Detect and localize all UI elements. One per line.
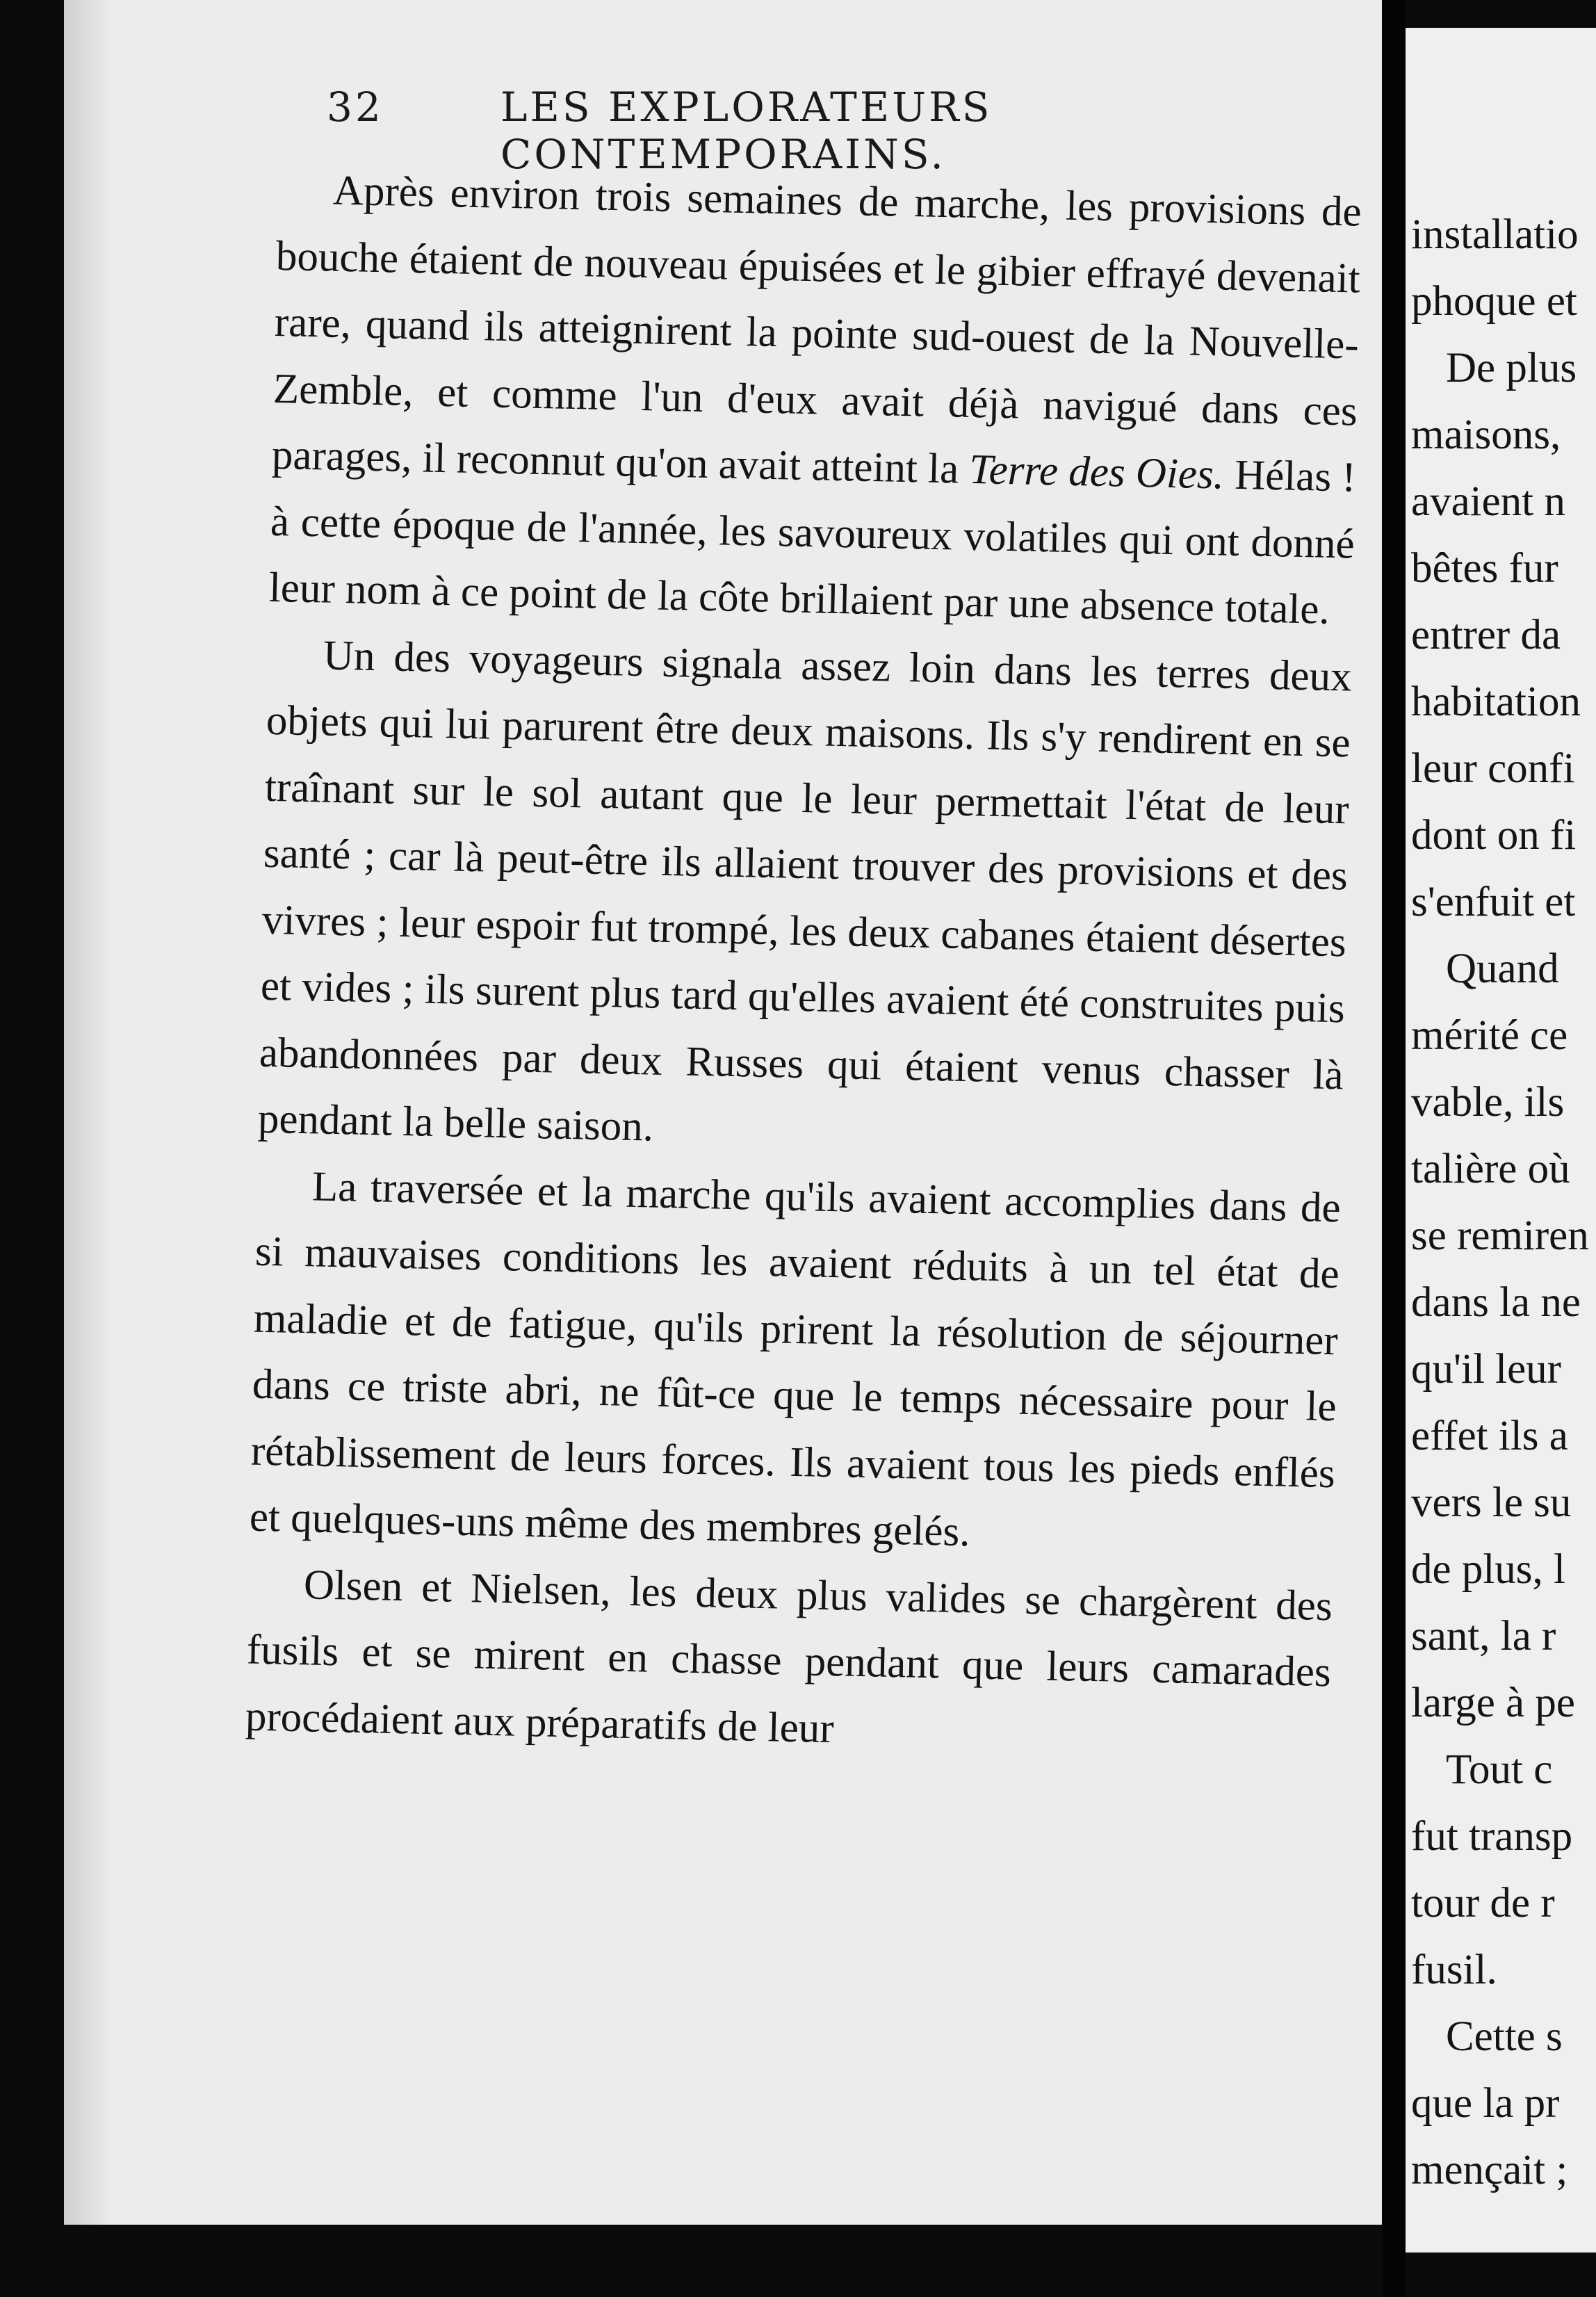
paragraph-1-text-end: Hélas ! à cette époque de l'année, les savoureux volatiles qui ont donné leur nom à ce point de la côte brillaient par une absence totale.: [268, 451, 1357, 633]
right-line: vers le su: [1411, 1479, 1572, 1526]
right-line: Tout c: [1446, 1746, 1553, 1793]
right-line: Cette s: [1446, 2013, 1563, 2060]
left-page-body: [245, 156, 1362, 1772]
left-page-edge: [64, 0, 113, 2225]
right-line: fusil.: [1411, 1947, 1497, 1993]
paragraph-1: [268, 156, 1362, 644]
right-line: fut transp: [1411, 1813, 1573, 1860]
paragraph-3: La traversée et la marche qu'ils avaient accomplies dans de si mauvaises conditions les avaient réduits à un tel état de maladie et de fatigue, qu'ils prirent la résolution de séjourner dans ce triste abri, ne fût-ce que le temps nécessaire pour le rétablissement de leurs forces. Ils avaient tous les pieds enflés et quelques-uns même des membres gelés.: [249, 1162, 1342, 1556]
right-line: se remiren: [1411, 1212, 1589, 1259]
right-line: mençait ;: [1411, 2147, 1568, 2193]
page-number: 32: [327, 83, 384, 131]
right-page-body: [1411, 202, 1596, 2204]
right-line: s'enfuit et: [1411, 879, 1576, 925]
right-line: avaient n: [1411, 478, 1565, 525]
right-line: que la pr: [1411, 2080, 1560, 2127]
right-line: phoque et: [1411, 278, 1577, 325]
right-line: talière où: [1411, 1146, 1570, 1192]
right-line: entrer da: [1411, 612, 1561, 658]
paragraph-4: Olsen et Nielsen, les deux plus valides se chargèrent des fusils et se mirent en chasse pendant que leurs camarades procédaient aux préparatifs de leur: [245, 1561, 1333, 1752]
right-line: sant, la r: [1411, 1613, 1556, 1659]
place-name-italic: Terre des Oies.: [968, 446, 1225, 498]
right-line: vable, ils: [1411, 1079, 1565, 1126]
right-line: dont on fi: [1411, 812, 1577, 859]
right-line: De plus: [1446, 345, 1577, 391]
right-line: tour de r: [1411, 1880, 1555, 1926]
right-page: [1406, 28, 1596, 2253]
right-line: de plus, l: [1411, 1546, 1565, 1593]
paragraph-1-text: Après environ trois semaines de marche, les provisions de bouche étaient de nouveau épuisées et le gibier effrayé devenait rare, quand ils atteignirent la pointe sud-ouest de la Nouvelle-Zemble, et comme l'un d'eux avait déjà navigué dans ces parages, il reconnut qu'on avait atteint la: [271, 167, 1362, 493]
running-title: LES EXPLORATEURS CONTEMPORAINS.: [500, 83, 993, 178]
right-line: habitation: [1411, 679, 1581, 725]
paragraph-2: Un des voyageurs signala assez loin dans les terres deux objets qui lui parurent être deux maisons. Ils s'y rendirent en se traînant sur le sol autant que le leur permettait l'état de leur santé ; car là peut-être ils allaient trouver des provisions et des vivres ; leur espoir fut trompé, les deux cabanes étaient désertes et vides ; ils surent plus tard qu'elles avaient été construites puis abandonnées par deux Russes qui étaient venus chasser là pendant la belle saison.: [257, 632, 1353, 1151]
right-line: maisons,: [1411, 412, 1561, 458]
right-line: mérité ce: [1411, 1012, 1568, 1059]
right-line: effet ils a: [1411, 1413, 1568, 1459]
right-line: large à pe: [1411, 1680, 1575, 1726]
right-line: qu'il leur: [1411, 1346, 1561, 1393]
right-line: installatio: [1411, 211, 1579, 258]
book-gutter: [1382, 0, 1406, 2297]
right-line: leur confi: [1411, 745, 1575, 792]
right-line: dans la ne: [1411, 1279, 1581, 1326]
page-header: [327, 83, 1355, 178]
right-line: bêtes fur: [1411, 545, 1558, 592]
right-line: Quand: [1446, 945, 1559, 992]
